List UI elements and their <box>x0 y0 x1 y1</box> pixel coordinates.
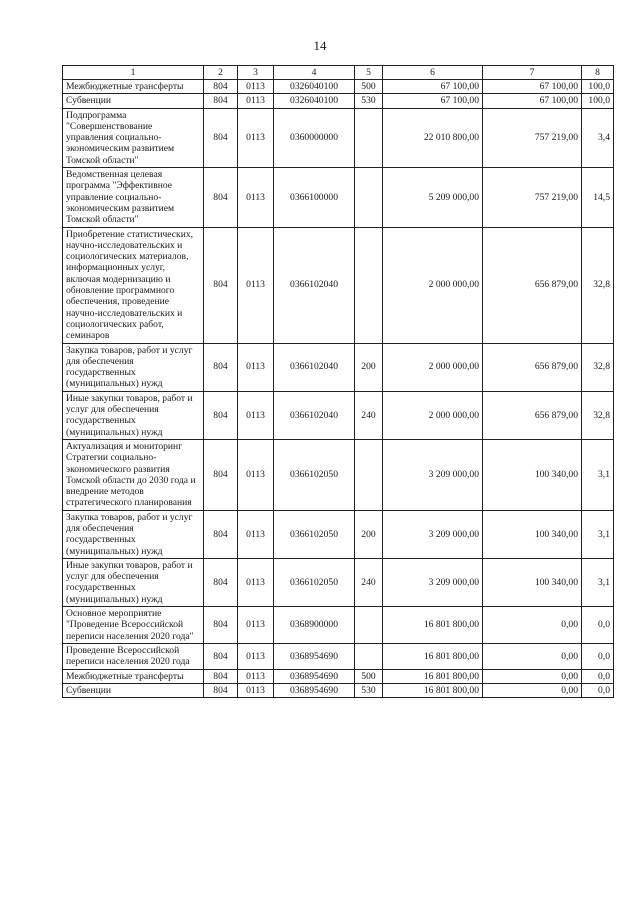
cell-plan-amount: 2 000 000,00 <box>383 343 483 391</box>
row-name: Межбюджетные трансферты <box>63 669 204 683</box>
row-name: Актуализация и мониторинг Стратегии социально-экономического развития Томской области до 2030 года и внедрение методов стратегического планирования <box>63 439 204 510</box>
cell-section-code: 0113 <box>238 558 274 606</box>
cell-ministry-code: 804 <box>204 607 238 644</box>
page-number: 14 <box>313 38 327 53</box>
table-row <box>63 227 614 343</box>
row-name: Подпрограмма "Совершенствование управления социально-экономическим развитием Томской области" <box>63 108 204 167</box>
row-name: Межбюджетные трансферты <box>63 80 204 94</box>
cell-section-code: 0113 <box>238 439 274 510</box>
cell-actual-amount: 0,00 <box>483 607 582 644</box>
cell-section-code: 0113 <box>238 510 274 558</box>
table-row <box>63 607 614 644</box>
cell-target-article: 0368954690 <box>274 683 355 697</box>
cell-expense-type: 200 <box>355 510 383 558</box>
cell-expense-type: 240 <box>355 558 383 606</box>
cell-section-code: 0113 <box>238 80 274 94</box>
column-header: 6 <box>383 66 483 80</box>
row-name: Иные закупки товаров, работ и услуг для обеспечения государственных (муниципальных) нужд <box>63 558 204 606</box>
cell-percent: 32,8 <box>582 227 614 343</box>
cell-actual-amount: 656 879,00 <box>483 343 582 391</box>
table-row <box>63 558 614 606</box>
cell-ministry-code: 804 <box>204 558 238 606</box>
cell-actual-amount: 0,00 <box>483 683 582 697</box>
cell-plan-amount: 67 100,00 <box>383 80 483 94</box>
cell-actual-amount: 757 219,00 <box>483 168 582 227</box>
budget-table <box>62 65 614 698</box>
cell-target-article: 0366100000 <box>274 168 355 227</box>
cell-expense-type: 500 <box>355 80 383 94</box>
cell-actual-amount: 67 100,00 <box>483 94 582 108</box>
cell-target-article: 0326040100 <box>274 94 355 108</box>
cell-ministry-code: 804 <box>204 343 238 391</box>
cell-percent: 100,0 <box>582 80 614 94</box>
cell-plan-amount: 16 801 800,00 <box>383 607 483 644</box>
cell-plan-amount: 16 801 800,00 <box>383 669 483 683</box>
cell-ministry-code: 804 <box>204 80 238 94</box>
row-name: Субвенции <box>63 683 204 697</box>
cell-section-code: 0113 <box>238 643 274 669</box>
cell-percent: 100,0 <box>582 94 614 108</box>
cell-ministry-code: 804 <box>204 391 238 439</box>
column-header: 2 <box>204 66 238 80</box>
cell-plan-amount: 5 209 000,00 <box>383 168 483 227</box>
cell-target-article: 0366102040 <box>274 227 355 343</box>
header-row <box>63 66 614 80</box>
cell-percent: 0,0 <box>582 683 614 697</box>
cell-target-article: 0366102040 <box>274 391 355 439</box>
cell-target-article: 0366102050 <box>274 439 355 510</box>
cell-target-article: 0368954690 <box>274 669 355 683</box>
cell-ministry-code: 804 <box>204 108 238 167</box>
cell-plan-amount: 3 209 000,00 <box>383 439 483 510</box>
cell-section-code: 0113 <box>238 227 274 343</box>
cell-target-article: 0366102040 <box>274 343 355 391</box>
cell-ministry-code: 804 <box>204 669 238 683</box>
cell-plan-amount: 2 000 000,00 <box>383 391 483 439</box>
cell-ministry-code: 804 <box>204 510 238 558</box>
cell-section-code: 0113 <box>238 391 274 439</box>
cell-ministry-code: 804 <box>204 168 238 227</box>
table-row <box>63 343 614 391</box>
cell-percent: 3,1 <box>582 439 614 510</box>
cell-plan-amount: 16 801 800,00 <box>383 643 483 669</box>
column-header: 7 <box>483 66 582 80</box>
cell-expense-type <box>355 227 383 343</box>
row-name: Основное мероприятие "Проведение Всероссийской переписи населения 2020 года" <box>63 607 204 644</box>
cell-percent: 14,5 <box>582 168 614 227</box>
cell-expense-type <box>355 607 383 644</box>
cell-ministry-code: 804 <box>204 683 238 697</box>
cell-section-code: 0113 <box>238 669 274 683</box>
cell-percent: 0,0 <box>582 607 614 644</box>
cell-plan-amount: 3 209 000,00 <box>383 510 483 558</box>
table-row <box>63 108 614 167</box>
cell-expense-type: 500 <box>355 669 383 683</box>
cell-actual-amount: 100 340,00 <box>483 510 582 558</box>
cell-target-article: 0366102050 <box>274 510 355 558</box>
column-header: 1 <box>63 66 204 80</box>
cell-target-article: 0360000000 <box>274 108 355 167</box>
cell-actual-amount: 656 879,00 <box>483 391 582 439</box>
cell-plan-amount: 22 010 800,00 <box>383 108 483 167</box>
cell-actual-amount: 0,00 <box>483 669 582 683</box>
cell-section-code: 0113 <box>238 94 274 108</box>
row-name: Закупка товаров, работ и услуг для обеспечения государственных (муниципальных) нужд <box>63 510 204 558</box>
cell-actual-amount: 0,00 <box>483 643 582 669</box>
table-row <box>63 439 614 510</box>
cell-percent: 3,4 <box>582 108 614 167</box>
cell-target-article: 0366102050 <box>274 558 355 606</box>
cell-actual-amount: 100 340,00 <box>483 439 582 510</box>
cell-expense-type: 240 <box>355 391 383 439</box>
column-header: 4 <box>274 66 355 80</box>
cell-percent: 0,0 <box>582 643 614 669</box>
cell-percent: 32,8 <box>582 391 614 439</box>
cell-ministry-code: 804 <box>204 227 238 343</box>
cell-section-code: 0113 <box>238 168 274 227</box>
cell-section-code: 0113 <box>238 683 274 697</box>
cell-percent: 3,1 <box>582 510 614 558</box>
cell-expense-type <box>355 168 383 227</box>
cell-ministry-code: 804 <box>204 94 238 108</box>
cell-plan-amount: 2 000 000,00 <box>383 227 483 343</box>
cell-plan-amount: 16 801 800,00 <box>383 683 483 697</box>
cell-percent: 3,1 <box>582 558 614 606</box>
cell-section-code: 0113 <box>238 108 274 167</box>
cell-percent: 0,0 <box>582 669 614 683</box>
cell-expense-type <box>355 108 383 167</box>
table-row <box>63 683 614 697</box>
cell-actual-amount: 100 340,00 <box>483 558 582 606</box>
column-header: 3 <box>238 66 274 80</box>
cell-target-article: 0368900000 <box>274 607 355 644</box>
cell-expense-type: 530 <box>355 94 383 108</box>
table-row <box>63 510 614 558</box>
cell-section-code: 0113 <box>238 607 274 644</box>
column-header: 5 <box>355 66 383 80</box>
cell-plan-amount: 3 209 000,00 <box>383 558 483 606</box>
table-row <box>63 643 614 669</box>
row-name: Ведомственная целевая программа "Эффективное управление социально-экономическим развитием Томской области" <box>63 168 204 227</box>
row-name: Проведение Всероссийской переписи населения 2020 года <box>63 643 204 669</box>
cell-percent: 32,8 <box>582 343 614 391</box>
row-name: Закупка товаров, работ и услуг для обеспечения государственных (муниципальных) нужд <box>63 343 204 391</box>
cell-expense-type <box>355 643 383 669</box>
cell-expense-type: 200 <box>355 343 383 391</box>
table-row <box>63 669 614 683</box>
cell-expense-type: 530 <box>355 683 383 697</box>
cell-target-article: 0368954690 <box>274 643 355 669</box>
cell-target-article: 0326040100 <box>274 80 355 94</box>
table-row <box>63 94 614 108</box>
cell-actual-amount: 67 100,00 <box>483 80 582 94</box>
cell-plan-amount: 67 100,00 <box>383 94 483 108</box>
row-name: Субвенции <box>63 94 204 108</box>
table-row <box>63 80 614 94</box>
cell-actual-amount: 757 219,00 <box>483 108 582 167</box>
row-name: Иные закупки товаров, работ и услуг для обеспечения государственных (муниципальных) нужд <box>63 391 204 439</box>
cell-actual-amount: 656 879,00 <box>483 227 582 343</box>
cell-section-code: 0113 <box>238 343 274 391</box>
table-row <box>63 391 614 439</box>
row-name: Приобретение статистических, научно-исследовательских и социологических материалов, информационных услуг, включая модернизацию и обновление программного обеспечения, проведение научно-исследовательских и социологических работ, семинаров <box>63 227 204 343</box>
cell-expense-type <box>355 439 383 510</box>
table-row <box>63 168 614 227</box>
cell-ministry-code: 804 <box>204 643 238 669</box>
cell-ministry-code: 804 <box>204 439 238 510</box>
column-header: 8 <box>582 66 614 80</box>
